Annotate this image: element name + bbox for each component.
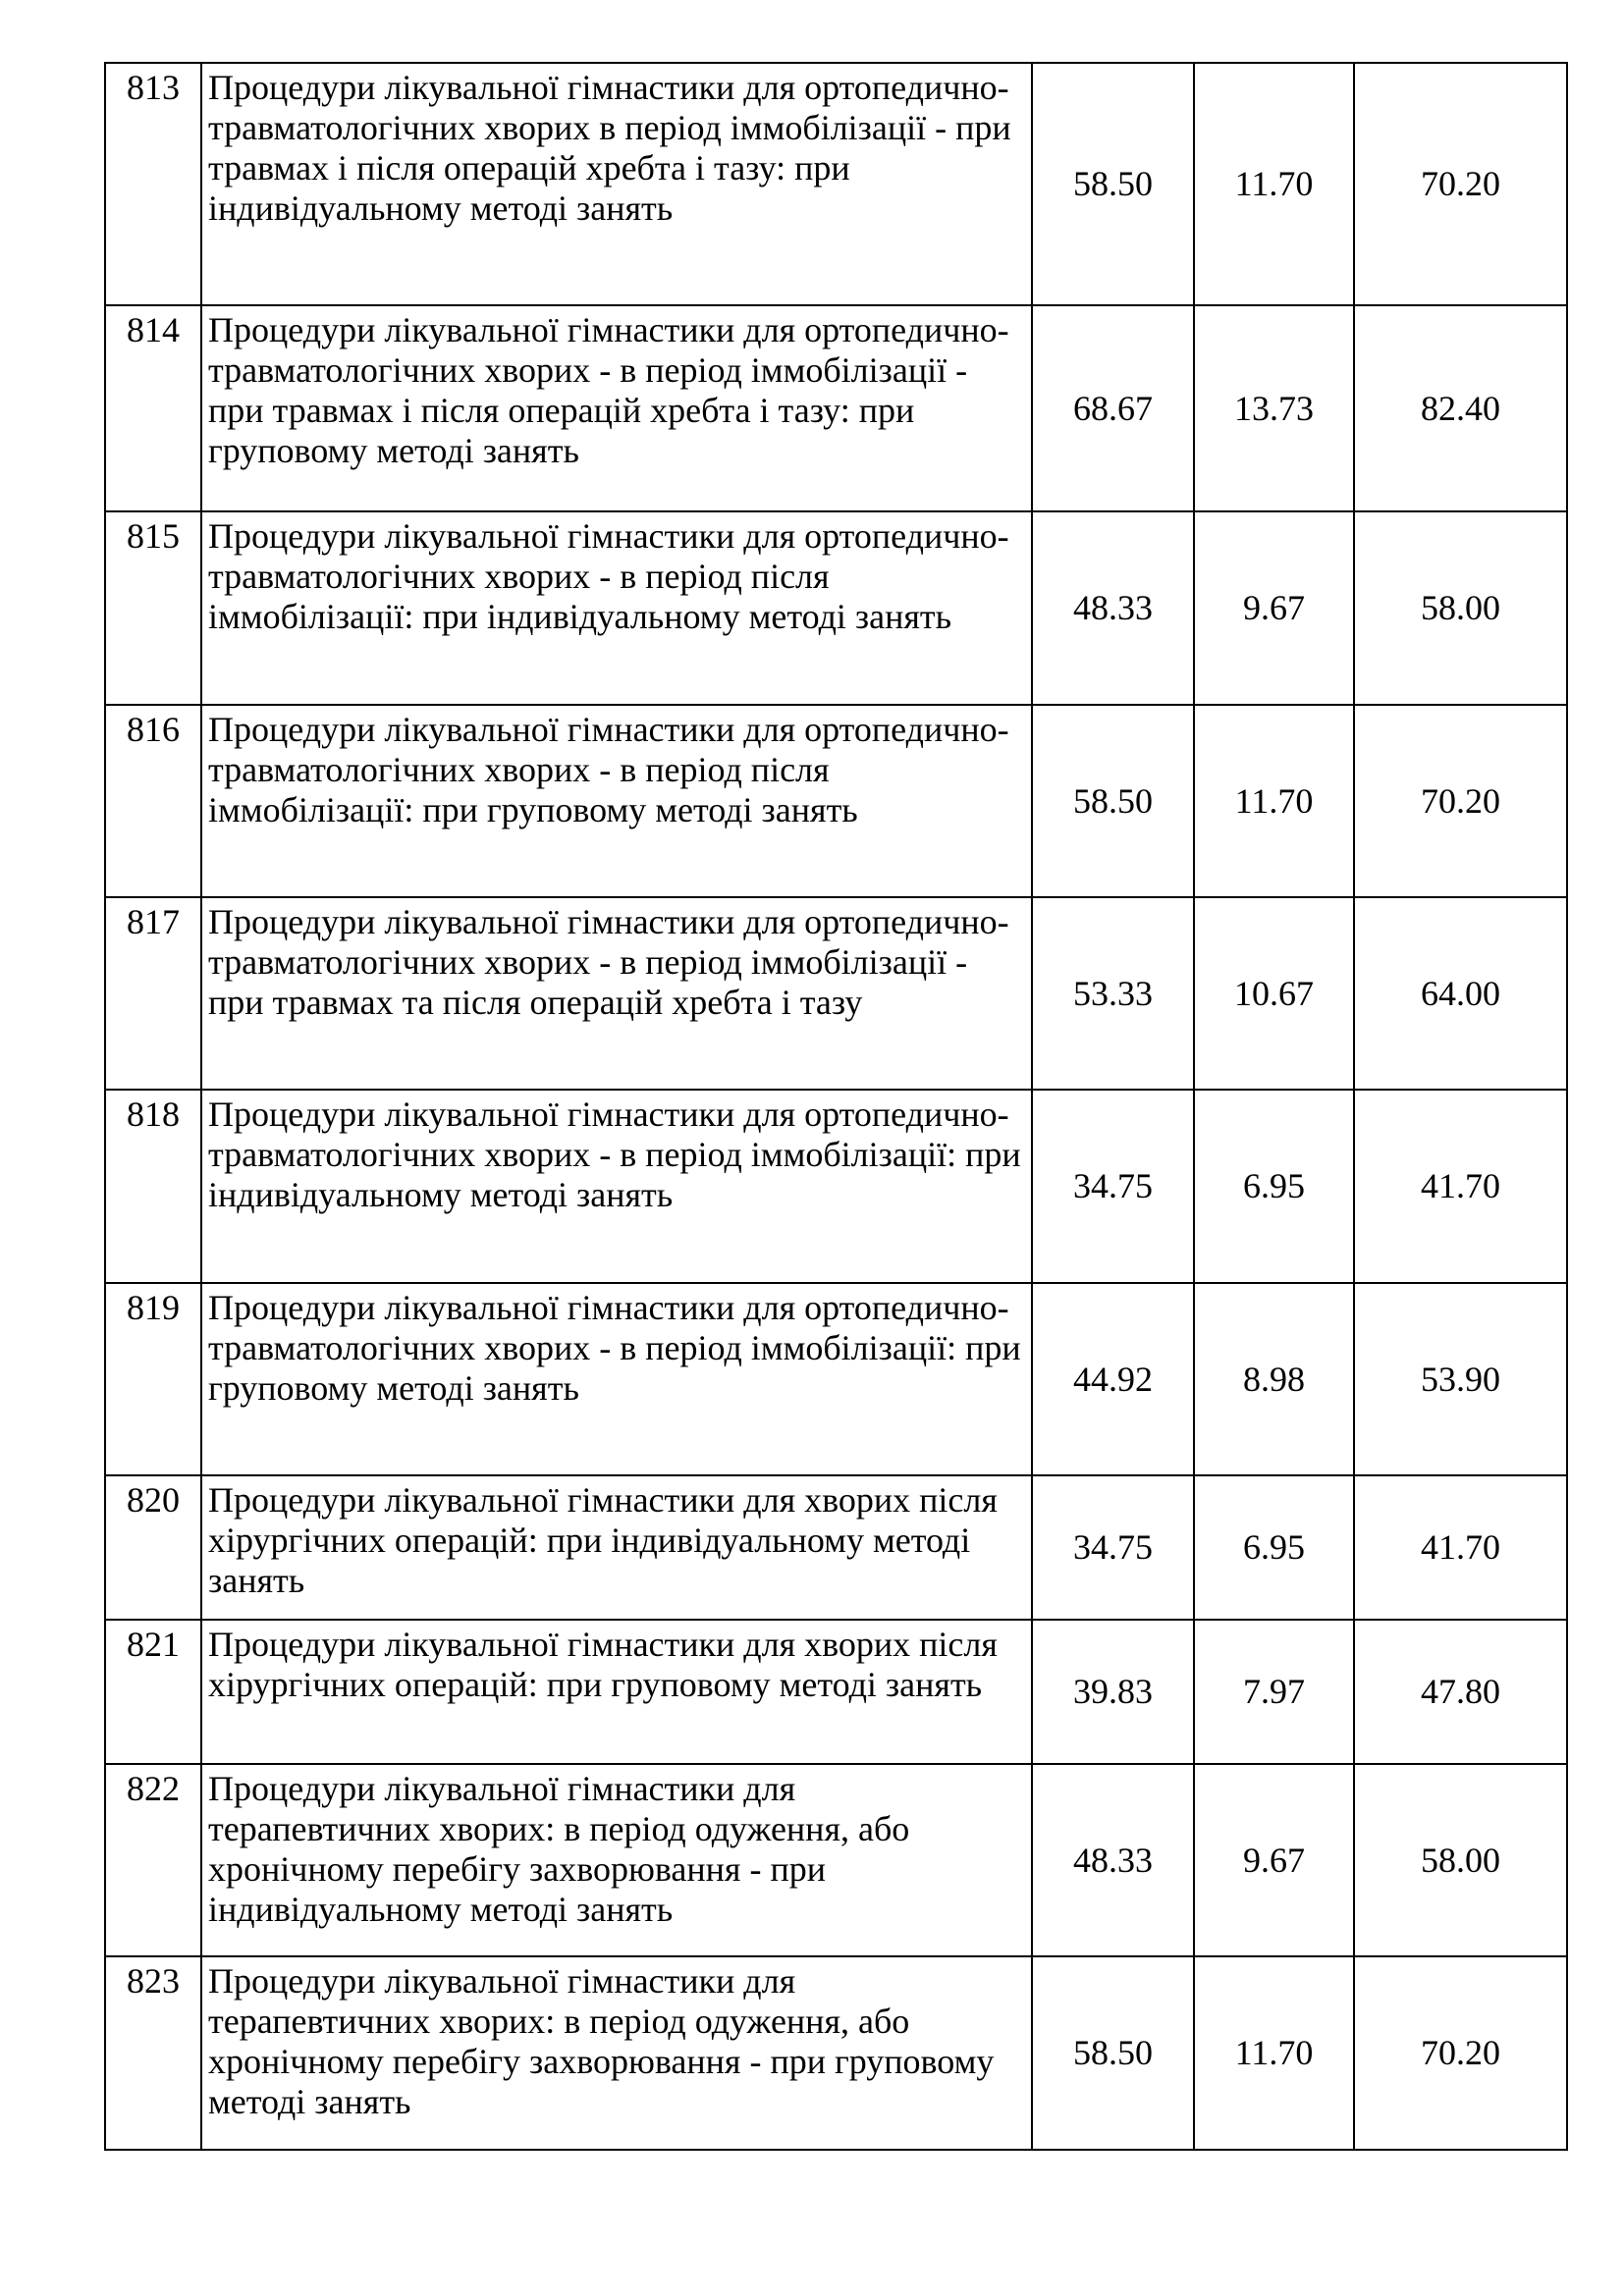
- table-row: [105, 1475, 1567, 1620]
- service-description: Процедури лікувальної гімнастики для хворих після хірургічних операцій: при індивідуальному методі занять: [201, 1475, 1032, 1620]
- price-without-vat: 48.33: [1032, 1764, 1194, 1956]
- table-row: [105, 1090, 1567, 1283]
- service-description: Процедури лікувальної гімнастики для ортопедично-травматологічних хворих - в період іммобілізації: при індивідуальному методі занять: [201, 1090, 1032, 1283]
- vat-amount: 6.95: [1194, 1090, 1354, 1283]
- price-total: 82.40: [1354, 305, 1567, 511]
- price-without-vat: 34.75: [1032, 1090, 1194, 1283]
- price-total: 41.70: [1354, 1090, 1567, 1283]
- service-description: Процедури лікувальної гімнастики для ортопедично-травматологічних хворих - в період після іммобілізації: при груповому методі занять: [201, 705, 1032, 897]
- service-description: Процедури лікувальної гімнастики для ортопедично-травматологічних хворих - в період іммобілізації: при груповому методі занять: [201, 1283, 1032, 1475]
- table-row: [105, 511, 1567, 705]
- row-number: 815: [105, 511, 201, 705]
- vat-amount: 11.70: [1194, 63, 1354, 305]
- service-description: Процедури лікувальної гімнастики для терапевтичних хворих: в період одуження, або хронічному перебігу захворювання - при груповому методі занять: [201, 1956, 1032, 2150]
- table-row: [105, 1764, 1567, 1956]
- table-row: [105, 1956, 1567, 2150]
- price-total: 53.90: [1354, 1283, 1567, 1475]
- price-without-vat: 58.50: [1032, 63, 1194, 305]
- price-total: 70.20: [1354, 63, 1567, 305]
- row-number: 819: [105, 1283, 201, 1475]
- row-number: 821: [105, 1620, 201, 1764]
- table-row: [105, 705, 1567, 897]
- price-without-vat: 58.50: [1032, 705, 1194, 897]
- service-description: Процедури лікувальної гімнастики для ортопедично-травматологічних хворих в період іммобілізації - при травмах і після операцій хребта і тазу: при індивідуальному методі занять: [201, 63, 1032, 305]
- row-number: 814: [105, 305, 201, 511]
- vat-amount: 7.97: [1194, 1620, 1354, 1764]
- price-total: 70.20: [1354, 1956, 1567, 2150]
- vat-amount: 11.70: [1194, 705, 1354, 897]
- vat-amount: 6.95: [1194, 1475, 1354, 1620]
- table-row: [105, 63, 1567, 305]
- price-without-vat: 48.33: [1032, 511, 1194, 705]
- row-number: 820: [105, 1475, 201, 1620]
- service-description: Процедури лікувальної гімнастики для ортопедично-травматологічних хворих - в період іммобілізації - при травмах і після операцій хребта і тазу: при груповому методі занять: [201, 305, 1032, 511]
- row-number: 817: [105, 897, 201, 1090]
- price-without-vat: 44.92: [1032, 1283, 1194, 1475]
- price-total: 58.00: [1354, 511, 1567, 705]
- price-total: 70.20: [1354, 705, 1567, 897]
- table-row: [105, 1620, 1567, 1764]
- price-without-vat: 58.50: [1032, 1956, 1194, 2150]
- price-table: [104, 62, 1568, 2151]
- price-total: 47.80: [1354, 1620, 1567, 1764]
- price-total: 64.00: [1354, 897, 1567, 1090]
- row-number: 816: [105, 705, 201, 897]
- service-description: Процедури лікувальної гімнастики для хворих після хірургічних операцій: при груповому методі занять: [201, 1620, 1032, 1764]
- price-without-vat: 53.33: [1032, 897, 1194, 1090]
- vat-amount: 11.70: [1194, 1956, 1354, 2150]
- vat-amount: 9.67: [1194, 511, 1354, 705]
- row-number: 818: [105, 1090, 201, 1283]
- row-number: 823: [105, 1956, 201, 2150]
- service-description: Процедури лікувальної гімнастики для ортопедично-травматологічних хворих - в період іммобілізації - при травмах та після операцій хребта і тазу: [201, 897, 1032, 1090]
- service-description: Процедури лікувальної гімнастики для ортопедично-травматологічних хворих - в період після іммобілізації: при індивідуальному методі занять: [201, 511, 1032, 705]
- price-without-vat: 68.67: [1032, 305, 1194, 511]
- table-row: [105, 897, 1567, 1090]
- price-total: 58.00: [1354, 1764, 1567, 1956]
- service-description: Процедури лікувальної гімнастики для терапевтичних хворих: в період одуження, або хронічному перебігу захворювання - при індивідуальному методі занять: [201, 1764, 1032, 1956]
- row-number: 813: [105, 63, 201, 305]
- vat-amount: 10.67: [1194, 897, 1354, 1090]
- vat-amount: 9.67: [1194, 1764, 1354, 1956]
- price-without-vat: 34.75: [1032, 1475, 1194, 1620]
- price-total: 41.70: [1354, 1475, 1567, 1620]
- vat-amount: 13.73: [1194, 305, 1354, 511]
- row-number: 822: [105, 1764, 201, 1956]
- table-row: [105, 305, 1567, 511]
- price-without-vat: 39.83: [1032, 1620, 1194, 1764]
- vat-amount: 8.98: [1194, 1283, 1354, 1475]
- table-row: [105, 1283, 1567, 1475]
